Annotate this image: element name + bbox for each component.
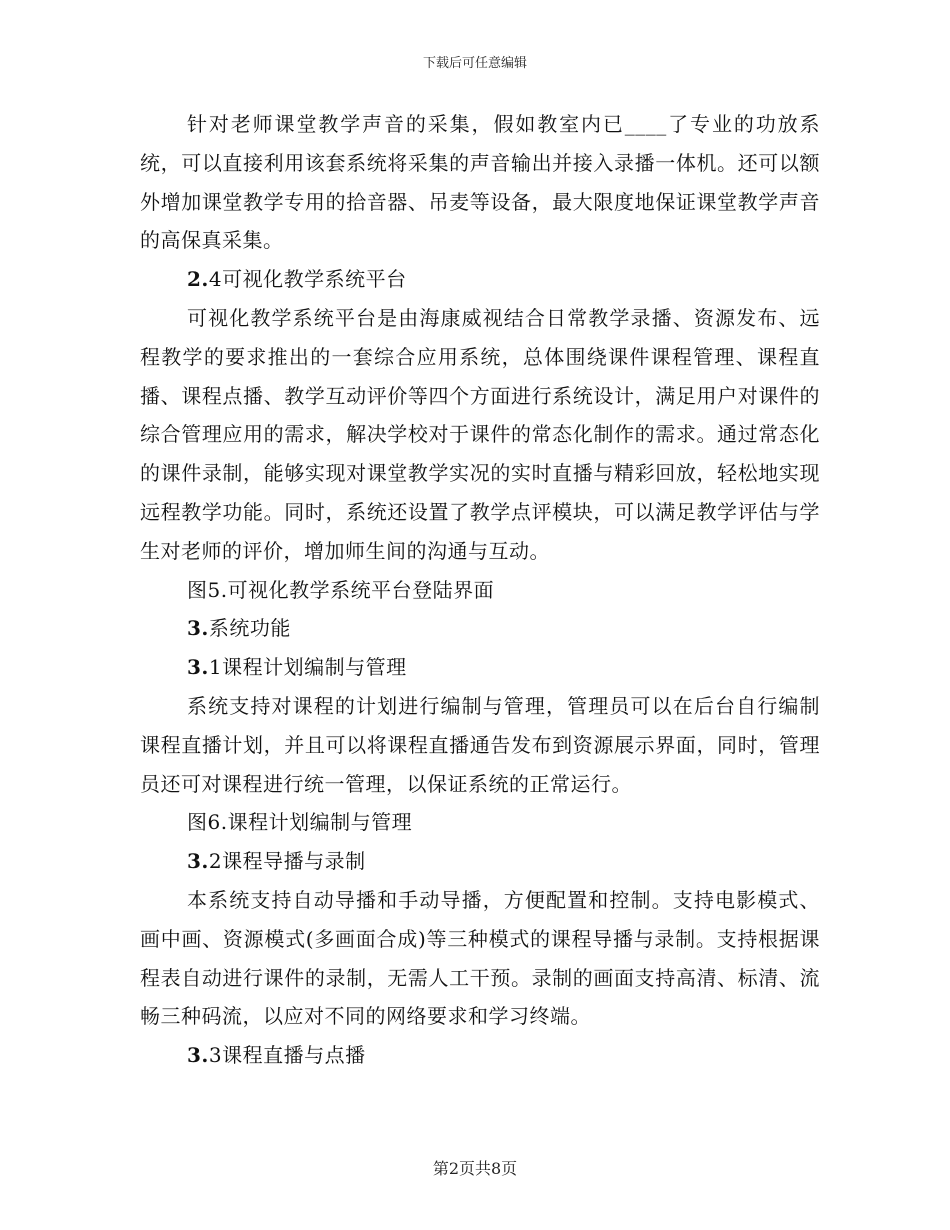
section-number: 3.	[187, 1043, 209, 1068]
document-body	[140, 105, 820, 1075]
paragraph-platform: 可视化教学系统平台是由海康威视结合日常教学录播、资源发布、远程教学的要求推出的一套综合应用系统，总体围绕课件课程管理、课程直播、课程点播、教学互动评价等四个方面进行系统设计，满足用户对课件的综合管理应用的需求，解决学校对于课件的常态化制作的需求。通过常态化的课件录制，能够实现对课堂教学实况的实时直播与精彩回放，轻松地实现远程教学功能。同时，系统还设置了教学点评模块，可以满足教学评估与学生对老师的评价，增加师生间的沟通与互动。	[140, 305, 820, 563]
page-header: 下载后可任意编辑	[422, 56, 527, 71]
section-heading-3	[140, 609, 820, 648]
paragraph-course-plan: 系统支持对课程的计划进行编制与管理，管理员可以在后台自行编制课程直播计划，并且可以将课程直播通告发布到资源展示界面，同时，管理员还可对课程进行统一管理，以保证系统的正常运行。	[140, 693, 820, 796]
section-title: 1课程计划编制与管理	[208, 655, 407, 680]
section-heading-3-1	[140, 648, 820, 687]
section-number: 3.	[187, 616, 209, 641]
paragraph-audio-capture: 针对老师课堂教学声音的采集，假如教室内已____了专业的功放系统，可以直接利用该套系统将采集的声音输出并接入录播一体机。还可以额外增加课堂教学专用的拾音器、吊麦等设备，最大限度地保证课堂教学声音的高保真采集。	[140, 112, 820, 253]
section-title: 系统功能	[208, 616, 291, 641]
figure-caption-6: 图6.课程计划编制与管理	[187, 810, 413, 835]
section-number: 3.	[187, 655, 209, 680]
section-heading-3-3	[140, 1036, 820, 1075]
section-number: 2.	[187, 267, 209, 292]
page-footer: 第2页共8页	[432, 1159, 518, 1178]
section-title: 3课程直播与点播	[208, 1043, 366, 1068]
section-title: 4可视化教学系统平台	[208, 267, 407, 292]
figure-caption-5: 图5.可视化教学系统平台登陆界面	[187, 577, 495, 602]
section-heading-3-2	[140, 842, 820, 881]
paragraph-directing-recording: 本系统支持自动导播和手动导播，方便配置和控制。支持电影模式、画中画、资源模式(多画面合成)等三种模式的课程导播与录制。支持根据课程表自动进行课件的录制，无需人工干预。录制的画面支持高清、标清、流畅三种码流，以应对不同的网络要求和学习终端。	[140, 887, 820, 1029]
section-title: 2课程导播与录制	[208, 849, 366, 874]
section-heading-2-4	[140, 260, 820, 299]
section-number: 3.	[187, 849, 209, 874]
